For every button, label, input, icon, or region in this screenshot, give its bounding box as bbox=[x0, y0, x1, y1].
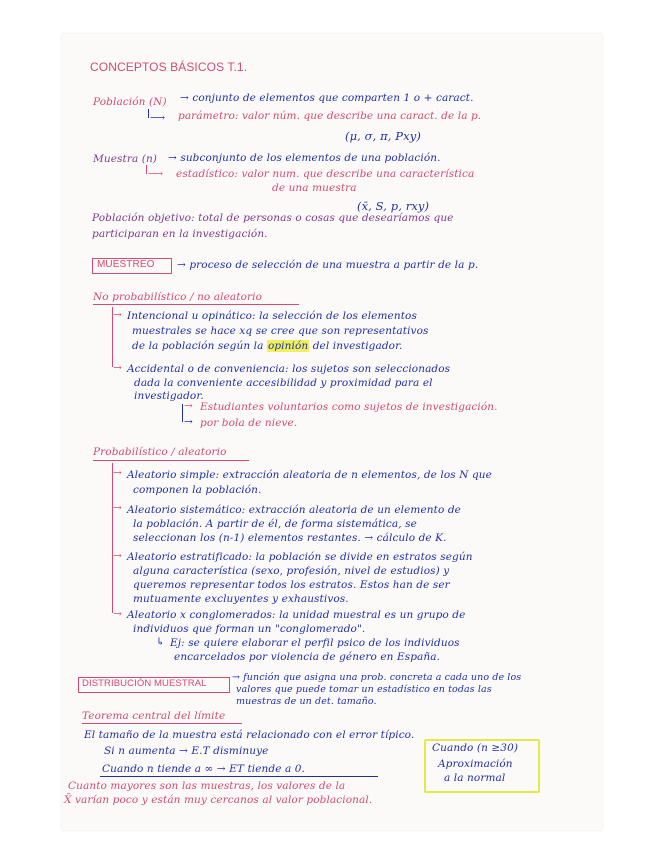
prob-bracket bbox=[112, 463, 113, 613]
box-line-1: Cuando (n ≥30) bbox=[432, 742, 519, 754]
simple-line-2: componen la población. bbox=[133, 484, 262, 496]
intencional-line-1: Intencional u opinático: la selección de los elementos bbox=[127, 310, 417, 322]
conglomerados-line-1: Aleatorio x conglomerados: la unidad muestral es un grupo de bbox=[127, 609, 466, 621]
example-2: por bola de nieve. bbox=[200, 417, 298, 429]
poblacion-objetivo-1: Población objetivo: total de personas o cosas que desearíamos que bbox=[92, 212, 454, 224]
teorema-line-2: Si n aumenta → E.T disminuye bbox=[104, 745, 269, 757]
muestra-label: Muestra (n) bbox=[93, 153, 158, 165]
estratificado-line-2: alguna característica (sexo, profesión, nivel de estudios) y bbox=[133, 565, 450, 577]
no-probabilistico-underline bbox=[93, 304, 299, 305]
opinion-highlight: opinión bbox=[267, 340, 309, 352]
estratificado-arrow: → bbox=[113, 550, 122, 562]
intencional-line-3 bbox=[132, 340, 403, 352]
estratificado-line-4: mutuamente excluyentes y exhaustivos. bbox=[133, 593, 349, 605]
intencional-line-2: muestrales se hace xq se cree que son representativos bbox=[132, 325, 429, 337]
distribucion-label: DISTRIBUCIÓN MUESTRAL bbox=[82, 678, 207, 689]
distribucion-line-1: → función que asigna una prob. concreta a cada uno de los bbox=[232, 672, 522, 683]
ej-line-2: encarcelados por violencia de género en España. bbox=[174, 651, 441, 663]
estadistico-definition-1: estadístico: valor num. que describe una característica bbox=[176, 168, 475, 180]
poblacion-objetivo-2: participaran en la investigación. bbox=[92, 228, 268, 240]
accidental-arrow: → bbox=[113, 362, 122, 374]
teorema-line-4: Cuanto mayores son las muestras, los valores de la bbox=[68, 780, 346, 792]
teorema-line-1: El tamaño de la muestra está relacionado con el error típico. bbox=[84, 729, 415, 741]
teorema-underline bbox=[82, 723, 242, 724]
accidental-line-3: investigador. bbox=[134, 390, 204, 402]
probabilistico-underline bbox=[93, 460, 249, 461]
example-arrow-2: → bbox=[184, 416, 193, 428]
intencional-arrow: → bbox=[113, 309, 122, 321]
ej-line-1: Ej: se quiere elaborar el perfil psico de los individuos bbox=[170, 637, 460, 649]
muestra-definition: → subconjunto de los elementos de una población. bbox=[168, 152, 441, 164]
simple-line-1: Aleatorio simple: extracción aleatoria de n elementos, de los N que bbox=[127, 469, 492, 481]
poblacion-definition: → conjunto de elementos que comparten 1 o + caract. bbox=[180, 92, 474, 104]
parametro-symbols: (μ, σ, π, Pxy) bbox=[345, 129, 421, 143]
parametro-definition: parámetro: valor núm. que describe una caract. de la p. bbox=[178, 110, 482, 122]
estadistico-arrow bbox=[146, 165, 147, 174]
estratificado-line-1: Aleatorio estratificado: la población se divide en estratos según bbox=[127, 551, 473, 563]
accidental-line-2: dada la conveniente accesibilidad y proximidad para el bbox=[134, 377, 433, 389]
examples-bracket bbox=[182, 404, 183, 422]
teorema-line-3: Cuando n tiende a ∞ → ET tiende a 0. bbox=[102, 763, 305, 775]
teorema-line-5: X̄ varían poco y están muy cercanos al valor poblacional. bbox=[64, 794, 373, 806]
intencional-line-3-b: del investigador. bbox=[312, 340, 403, 352]
sistematico-line-3: seleccionan los (n-1) elementos restantes. → cálculo de K. bbox=[133, 532, 447, 544]
muestreo-label: MUESTREO bbox=[97, 259, 155, 270]
box-line-3: a la normal bbox=[444, 772, 506, 784]
estadistico-symbols: (x̄, S, p, rxy) bbox=[357, 199, 430, 213]
simple-arrow: → bbox=[113, 467, 122, 479]
conglomerados-arrow: → bbox=[113, 608, 122, 620]
accidental-line-1: Accidental o de conveniencia: los sujetos son seleccionados bbox=[127, 363, 451, 375]
distribucion-line-2: valores que puede tomar un estadístico en todas las bbox=[236, 684, 492, 695]
sistematico-line-2: la población. A partir de él, de forma sistemática, se bbox=[133, 518, 417, 530]
probabilistico-heading: Probabilístico / aleatorio bbox=[93, 446, 227, 458]
muestreo-definition: → proceso de selección de una muestra a partir de la p. bbox=[177, 259, 479, 271]
no-probabilistico-heading: No probabilístico / no aleatorio bbox=[93, 291, 263, 303]
example-1: Estudiantes voluntarios como sujetos de investigación. bbox=[200, 401, 498, 413]
estratificado-line-3: queremos representar todos los estratos. Estos han de ser bbox=[133, 579, 450, 591]
distribucion-line-3: muestras de un det. tamaño. bbox=[236, 696, 377, 707]
estadistico-arrow-head: ⟶ bbox=[148, 168, 164, 180]
conglomerados-line-2: individuos que forman un "conglomerado". bbox=[133, 623, 366, 635]
estadistico-definition-2: de una muestra bbox=[272, 182, 357, 194]
teorema-line-3-underline bbox=[100, 776, 378, 777]
parametro-arrow bbox=[148, 109, 149, 118]
parametro-arrow-head: ⟶ bbox=[150, 112, 166, 124]
page-title: CONCEPTOS BÁSICOS T.1. bbox=[90, 60, 248, 74]
teorema-heading: Teorema central del límite bbox=[82, 710, 226, 722]
box-line-2: Aproximación bbox=[438, 758, 513, 770]
poblacion-label: Población (N) bbox=[93, 96, 167, 108]
ej-arrow: ↳ bbox=[156, 636, 165, 648]
sistematico-line-1: Aleatorio sistemático: extracción aleatoria de un elemento de bbox=[127, 504, 461, 516]
example-arrow-1: → bbox=[184, 400, 193, 412]
intencional-line-3-a: de la población según la bbox=[132, 340, 264, 352]
sistematico-arrow: → bbox=[113, 502, 122, 514]
